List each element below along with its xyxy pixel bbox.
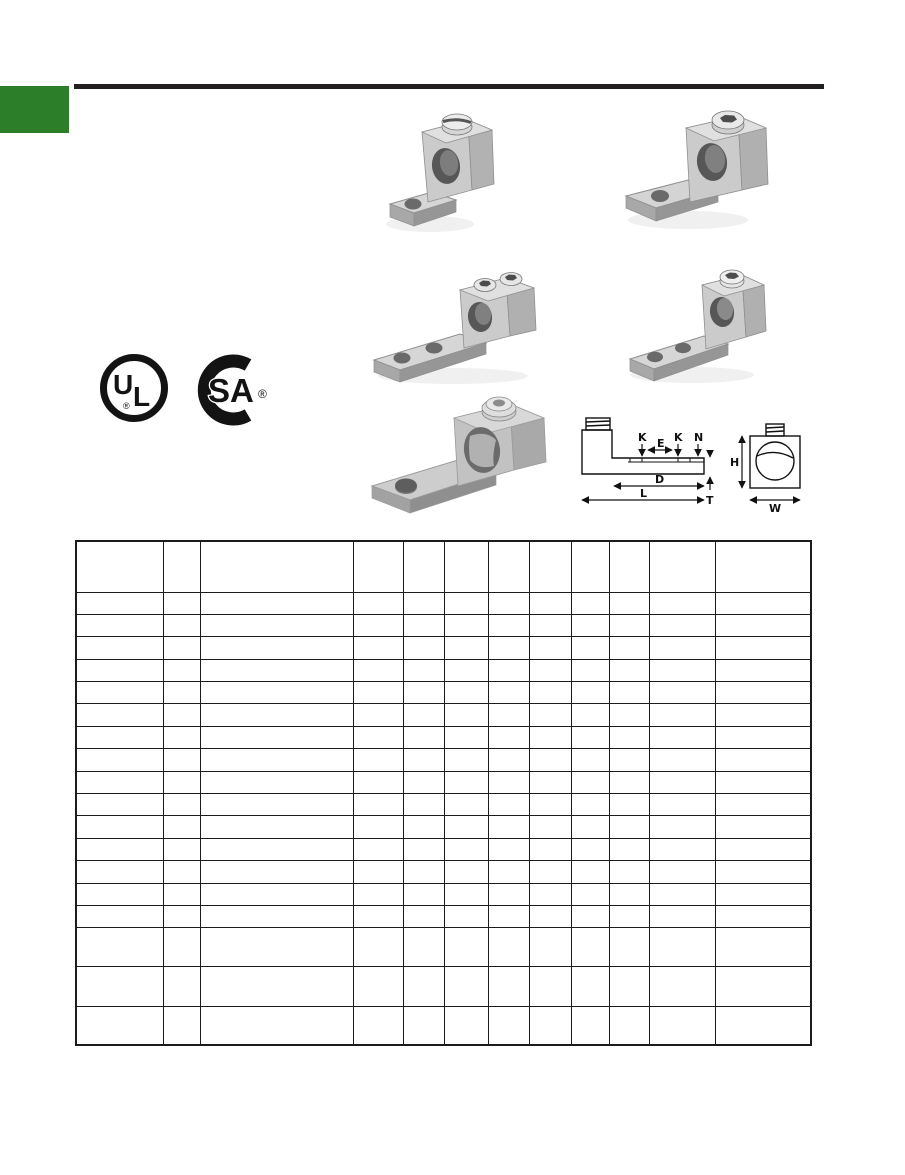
table-cell — [609, 704, 649, 726]
table-cell — [200, 726, 353, 748]
product-photo-lug-slotted-screw — [380, 100, 505, 240]
table-cell — [609, 659, 649, 681]
table-cell — [529, 1007, 571, 1045]
table-cell — [609, 749, 649, 771]
table-row — [76, 682, 811, 704]
table-cell — [76, 637, 163, 659]
table-cell — [609, 838, 649, 860]
table-cell — [609, 682, 649, 704]
table-cell — [488, 861, 529, 883]
table-row — [76, 967, 811, 1007]
table-cell — [163, 838, 200, 860]
table-cell — [571, 659, 609, 681]
table-cell — [163, 682, 200, 704]
table-cell — [715, 771, 811, 793]
table-cell — [200, 682, 353, 704]
table-cell — [403, 861, 444, 883]
table-cell — [488, 794, 529, 816]
table-cell — [200, 928, 353, 967]
table-cell — [609, 928, 649, 967]
table-cell — [715, 861, 811, 883]
dim-label-n: N — [694, 431, 704, 444]
ul-logo-icon — [97, 350, 171, 426]
table-cell — [200, 1007, 353, 1045]
table-cell — [444, 905, 488, 927]
table-cell — [200, 883, 353, 905]
table-cell — [403, 614, 444, 636]
table-cell — [76, 749, 163, 771]
table-cell — [403, 816, 444, 838]
table-cell — [715, 928, 811, 967]
table-cell — [403, 771, 444, 793]
table-cell — [200, 794, 353, 816]
ul-logo-letter-u: U — [113, 369, 134, 400]
table-cell — [488, 771, 529, 793]
table-cell — [529, 905, 571, 927]
product-photo-lug-hex-socket — [608, 98, 783, 238]
table-cell — [715, 794, 811, 816]
table-cell — [76, 592, 163, 614]
table-cell — [353, 861, 403, 883]
table-cell — [649, 637, 715, 659]
table-cell — [200, 861, 353, 883]
csa-logo-icon — [188, 352, 274, 428]
table-cell — [715, 726, 811, 748]
table-cell — [163, 637, 200, 659]
table-cell — [444, 541, 488, 592]
table-cell — [444, 771, 488, 793]
table-cell — [571, 726, 609, 748]
table-cell — [76, 541, 163, 592]
table-cell — [444, 883, 488, 905]
table-cell — [649, 541, 715, 592]
table-cell — [649, 1007, 715, 1045]
table-cell — [403, 726, 444, 748]
table-cell — [403, 704, 444, 726]
table-row — [76, 749, 811, 771]
table-cell — [353, 659, 403, 681]
table-cell — [488, 704, 529, 726]
table-cell — [529, 541, 571, 592]
table-row — [76, 883, 811, 905]
table-cell — [529, 771, 571, 793]
table-cell — [609, 637, 649, 659]
table-cell — [444, 967, 488, 1007]
table-cell — [571, 592, 609, 614]
table-cell — [403, 659, 444, 681]
table-cell — [353, 704, 403, 726]
table-cell — [649, 659, 715, 681]
table-cell — [715, 1007, 811, 1045]
table-cell — [353, 592, 403, 614]
table-cell — [353, 637, 403, 659]
table-cell — [649, 592, 715, 614]
dim-label-t: T — [706, 494, 714, 507]
dim-label-k2: K — [674, 431, 683, 444]
table-row — [76, 1007, 811, 1045]
table-cell — [609, 1007, 649, 1045]
table-cell — [488, 614, 529, 636]
table-cell — [200, 967, 353, 1007]
table-cell — [529, 816, 571, 838]
table-cell — [403, 794, 444, 816]
table-cell — [76, 928, 163, 967]
table-cell — [76, 883, 163, 905]
green-accent-block — [0, 86, 69, 133]
table-cell — [163, 614, 200, 636]
table-cell — [444, 637, 488, 659]
table-cell — [609, 861, 649, 883]
table-cell — [571, 928, 609, 967]
table-cell — [529, 838, 571, 860]
table-row — [76, 614, 811, 636]
dim-label-l: L — [640, 487, 648, 500]
table-cell — [200, 541, 353, 592]
table-cell — [715, 883, 811, 905]
table-cell — [163, 771, 200, 793]
table-cell — [444, 704, 488, 726]
table-cell — [353, 816, 403, 838]
table-cell — [715, 838, 811, 860]
table-cell — [403, 838, 444, 860]
table-cell — [200, 771, 353, 793]
table-cell — [403, 928, 444, 967]
table-cell — [529, 794, 571, 816]
table-cell — [488, 838, 529, 860]
table-cell — [609, 771, 649, 793]
table-cell — [163, 541, 200, 592]
table-cell — [649, 794, 715, 816]
table-cell — [609, 592, 649, 614]
table-cell — [163, 967, 200, 1007]
table-cell — [403, 1007, 444, 1045]
table-cell — [163, 905, 200, 927]
table-cell — [163, 928, 200, 967]
table-cell — [649, 682, 715, 704]
dim-label-w: W — [769, 502, 782, 515]
table-cell — [649, 749, 715, 771]
spec-table — [75, 540, 812, 1046]
product-render-lug-3d — [362, 392, 560, 520]
table-cell — [76, 794, 163, 816]
dim-label-h: H — [730, 456, 740, 469]
table-cell — [444, 726, 488, 748]
table-row — [76, 659, 811, 681]
table-cell — [649, 905, 715, 927]
table-cell — [403, 541, 444, 592]
table-row — [76, 726, 811, 748]
table-cell — [715, 967, 811, 1007]
table-cell — [571, 883, 609, 905]
table-cell — [571, 838, 609, 860]
table-cell — [200, 749, 353, 771]
table-cell — [488, 541, 529, 592]
table-cell — [444, 928, 488, 967]
dimension-diagram — [572, 408, 812, 516]
table-cell — [715, 659, 811, 681]
table-cell — [488, 967, 529, 1007]
table-cell — [715, 614, 811, 636]
table-cell — [200, 838, 353, 860]
table-cell — [488, 682, 529, 704]
table-cell — [609, 614, 649, 636]
table-row — [76, 704, 811, 726]
table-row — [76, 838, 811, 860]
table-cell — [488, 637, 529, 659]
dim-label-e: E — [657, 437, 665, 450]
table-cell — [163, 816, 200, 838]
table-cell — [488, 928, 529, 967]
table-cell — [444, 614, 488, 636]
table-row — [76, 794, 811, 816]
table-cell — [353, 1007, 403, 1045]
table-cell — [488, 659, 529, 681]
table-cell — [353, 682, 403, 704]
table-cell — [529, 659, 571, 681]
table-cell — [76, 771, 163, 793]
table-cell — [649, 967, 715, 1007]
table-cell — [715, 592, 811, 614]
table-cell — [200, 637, 353, 659]
table-row — [76, 928, 811, 967]
table-cell — [353, 883, 403, 905]
table-cell — [403, 967, 444, 1007]
table-cell — [353, 928, 403, 967]
table-cell — [715, 704, 811, 726]
table-row — [76, 771, 811, 793]
table-cell — [571, 905, 609, 927]
table-cell — [529, 682, 571, 704]
table-cell — [403, 883, 444, 905]
table-cell — [609, 541, 649, 592]
csa-logo-letters: SA — [208, 372, 254, 409]
table-cell — [488, 592, 529, 614]
table-cell — [200, 614, 353, 636]
table-header-row — [76, 541, 811, 592]
table-cell — [163, 794, 200, 816]
table-cell — [649, 771, 715, 793]
table-cell — [444, 659, 488, 681]
table-cell — [200, 905, 353, 927]
table-cell — [571, 541, 609, 592]
table-cell — [353, 541, 403, 592]
table-cell — [403, 905, 444, 927]
table-cell — [444, 794, 488, 816]
table-cell — [403, 749, 444, 771]
table-row — [76, 592, 811, 614]
table-cell — [571, 771, 609, 793]
table-cell — [163, 749, 200, 771]
table-cell — [76, 614, 163, 636]
table-cell — [444, 1007, 488, 1045]
table-cell — [444, 749, 488, 771]
table-cell — [488, 816, 529, 838]
table-cell — [529, 637, 571, 659]
table-cell — [353, 967, 403, 1007]
table-cell — [529, 614, 571, 636]
table-cell — [609, 816, 649, 838]
table-cell — [200, 704, 353, 726]
ul-registered-symbol: ® — [123, 401, 130, 411]
table-cell — [649, 816, 715, 838]
table-cell — [76, 838, 163, 860]
table-cell — [488, 749, 529, 771]
table-cell — [76, 1007, 163, 1045]
table-cell — [353, 838, 403, 860]
table-cell — [200, 659, 353, 681]
product-photo-lug-two-screws — [368, 252, 548, 392]
table-cell — [529, 967, 571, 1007]
table-cell — [488, 905, 529, 927]
dim-label-d: D — [655, 473, 665, 486]
table-cell — [715, 637, 811, 659]
table-cell — [529, 883, 571, 905]
table-cell — [609, 794, 649, 816]
table-cell — [649, 838, 715, 860]
table-cell — [609, 883, 649, 905]
table-cell — [76, 967, 163, 1007]
table-cell — [163, 592, 200, 614]
table-cell — [609, 967, 649, 1007]
table-cell — [609, 726, 649, 748]
table-cell — [609, 905, 649, 927]
table-cell — [200, 592, 353, 614]
table-cell — [444, 861, 488, 883]
table-cell — [353, 771, 403, 793]
table-cell — [649, 883, 715, 905]
table-cell — [715, 541, 811, 592]
table-row — [76, 861, 811, 883]
table-cell — [571, 682, 609, 704]
table-cell — [444, 682, 488, 704]
table-cell — [444, 838, 488, 860]
table-cell — [529, 726, 571, 748]
table-cell — [76, 704, 163, 726]
ul-logo-letter-l: L — [133, 381, 151, 412]
table-cell — [353, 905, 403, 927]
table-cell — [571, 614, 609, 636]
table-cell — [163, 726, 200, 748]
table-cell — [649, 928, 715, 967]
table-cell — [403, 637, 444, 659]
table-cell — [200, 816, 353, 838]
table-cell — [571, 816, 609, 838]
table-cell — [353, 794, 403, 816]
table-cell — [649, 704, 715, 726]
table-cell — [529, 704, 571, 726]
table-cell — [163, 861, 200, 883]
table-cell — [444, 592, 488, 614]
table-cell — [76, 726, 163, 748]
table-cell — [163, 883, 200, 905]
table-cell — [353, 726, 403, 748]
table-cell — [76, 861, 163, 883]
table-cell — [649, 726, 715, 748]
table-cell — [488, 883, 529, 905]
table-cell — [571, 1007, 609, 1045]
table-cell — [76, 816, 163, 838]
table-cell — [571, 637, 609, 659]
table-cell — [163, 704, 200, 726]
table-row — [76, 816, 811, 838]
table-cell — [403, 682, 444, 704]
table-cell — [715, 816, 811, 838]
table-cell — [488, 726, 529, 748]
table-cell — [353, 749, 403, 771]
csa-registered-symbol: ® — [258, 387, 267, 401]
table-cell — [571, 794, 609, 816]
table-cell — [649, 614, 715, 636]
table-cell — [163, 659, 200, 681]
table-cell — [444, 816, 488, 838]
table-row — [76, 905, 811, 927]
table-cell — [76, 905, 163, 927]
table-cell — [403, 592, 444, 614]
table-cell — [715, 682, 811, 704]
table-cell — [649, 861, 715, 883]
table-cell — [529, 592, 571, 614]
table-cell — [715, 905, 811, 927]
dim-label-k1: K — [638, 431, 647, 444]
top-horizontal-rule — [74, 84, 824, 89]
table-cell — [529, 861, 571, 883]
product-photo-lug-long-tongue — [622, 255, 770, 390]
table-cell — [529, 928, 571, 967]
table-row — [76, 637, 811, 659]
table-cell — [571, 967, 609, 1007]
table-cell — [715, 749, 811, 771]
table-cell — [163, 1007, 200, 1045]
table-cell — [571, 704, 609, 726]
table-cell — [529, 749, 571, 771]
table-cell — [571, 749, 609, 771]
table-cell — [488, 1007, 529, 1045]
table-cell — [76, 659, 163, 681]
table-cell — [76, 682, 163, 704]
table-cell — [353, 614, 403, 636]
table-cell — [571, 861, 609, 883]
